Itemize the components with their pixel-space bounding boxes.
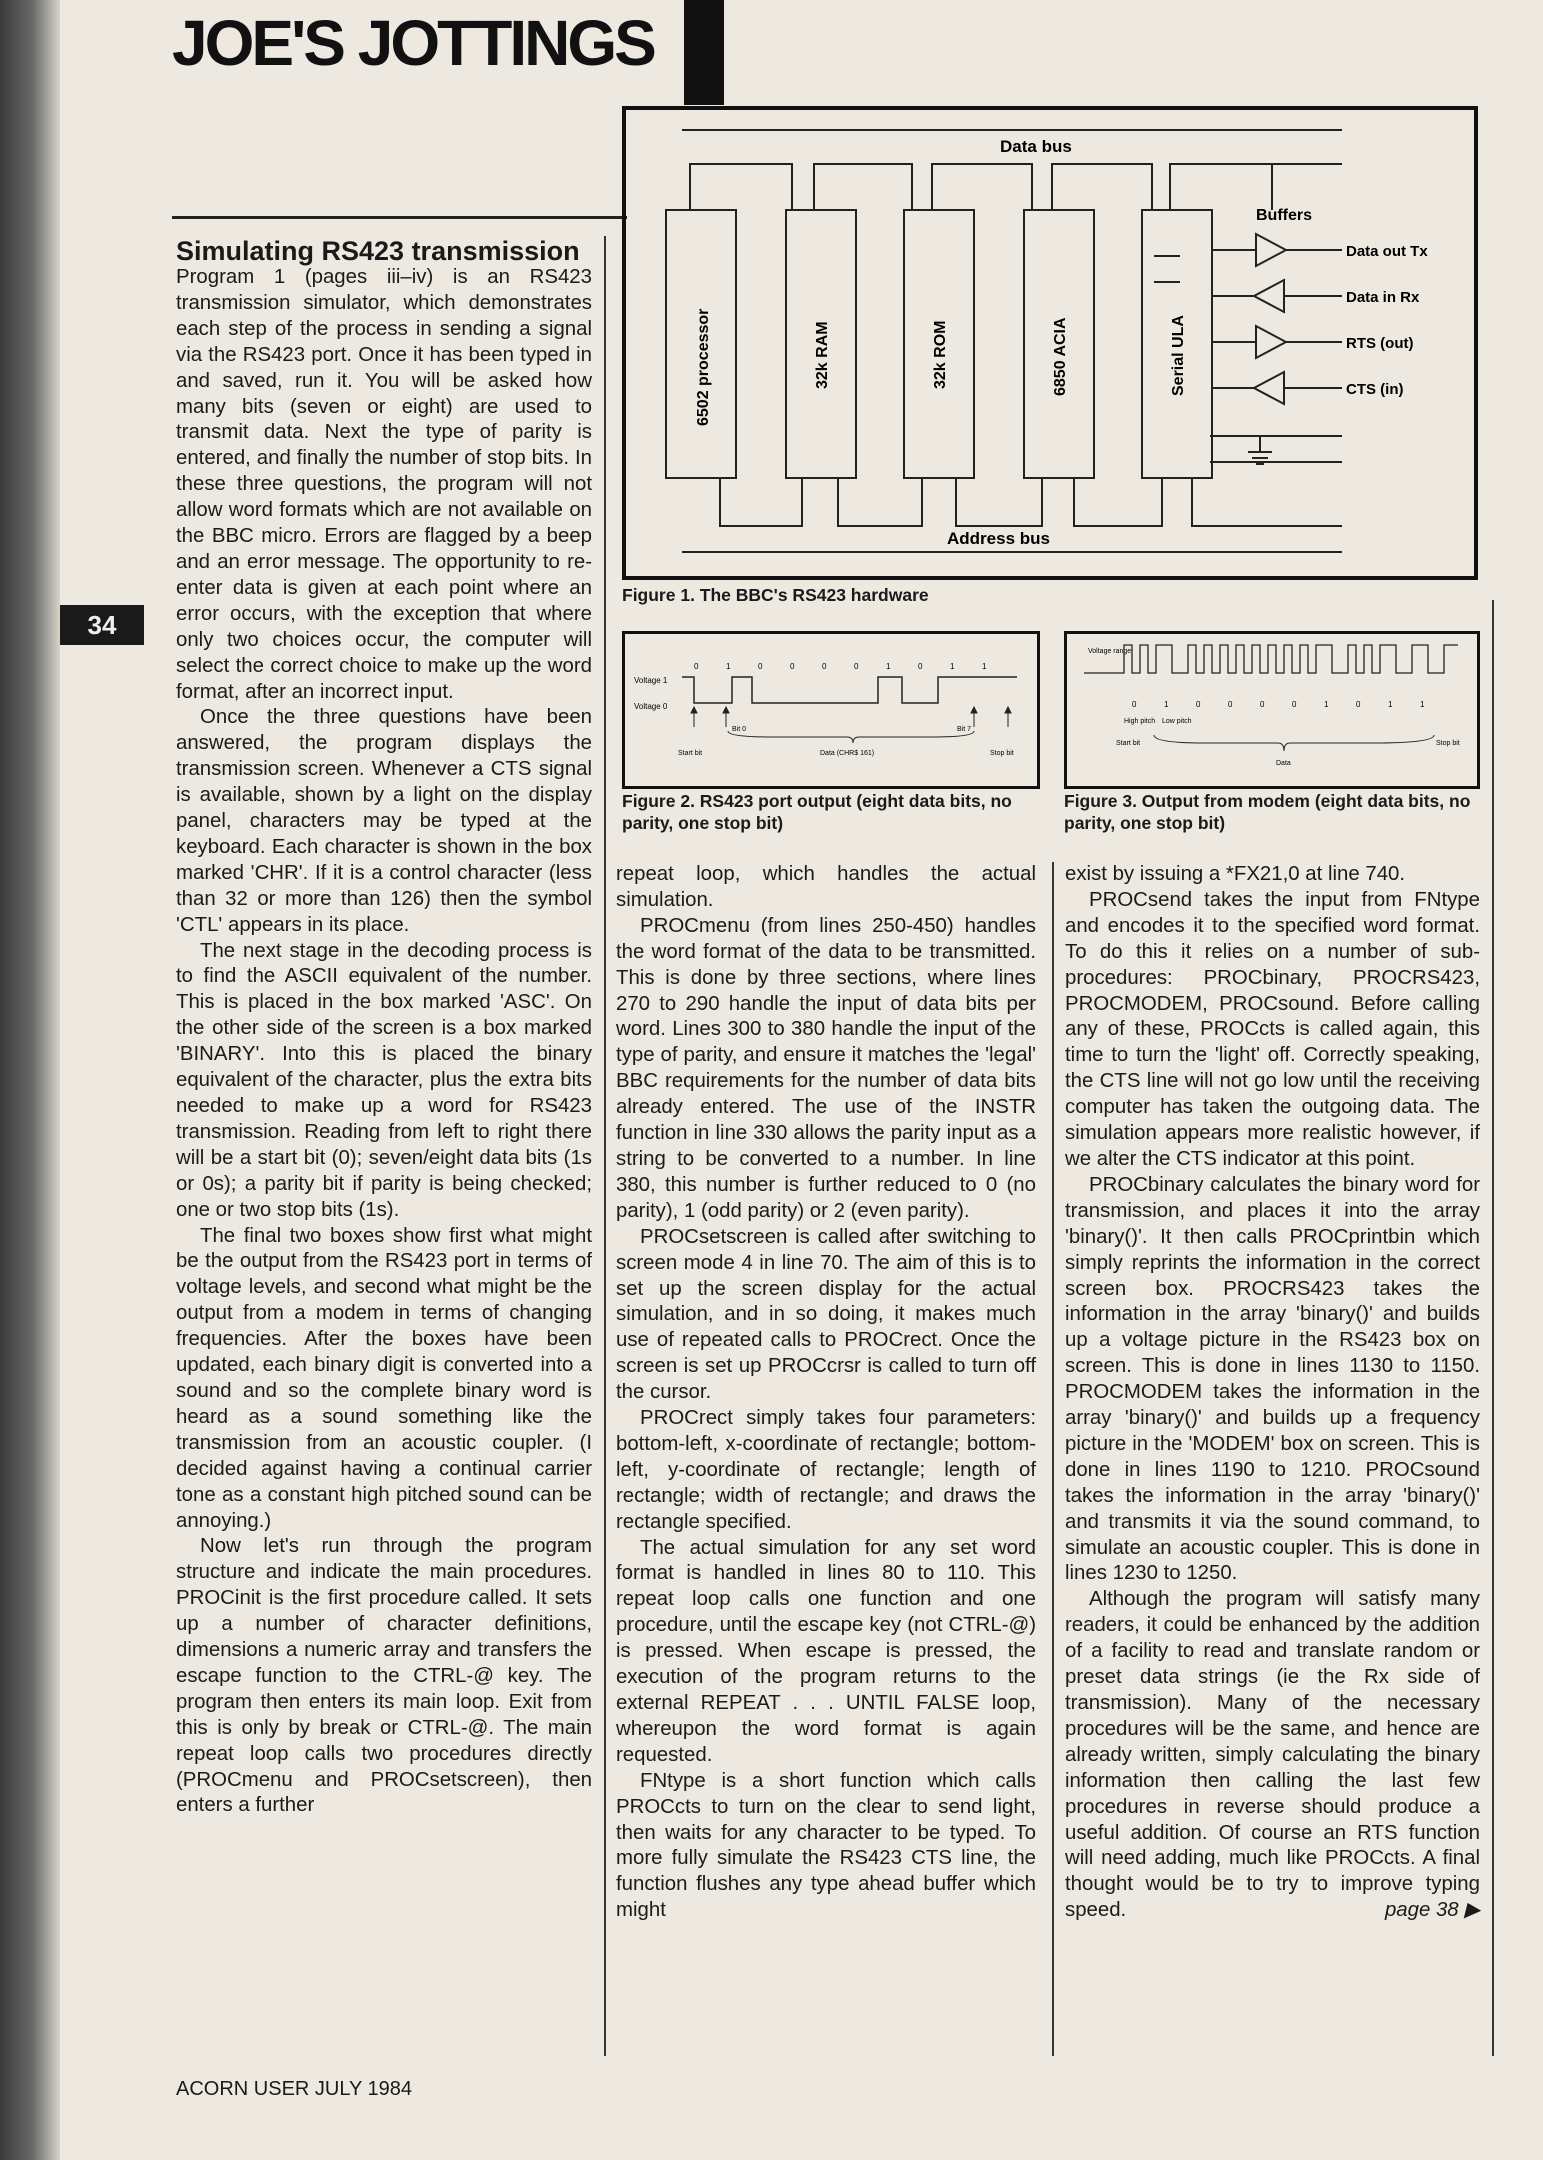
paragraph: Now let's run through the program structure and indicate the main procedures. PROCinit is the first procedure called. It sets up a number of character definitions, dimensions a numeric array and transfers the escape function to the CTRL-@ key. The program then enters its main loop. Exit from this is only by break or CTRL-@. The main repeat loop calls two procedures directly (PROCmenu and PROCsetscreen), then enters a further <box>176 1535 592 1817</box>
data-bus-label: Data bus <box>1000 137 1072 156</box>
voltage-waveform <box>682 677 1017 703</box>
chip-label: 6850 ACIA <box>1052 317 1069 396</box>
paragraph: The next stage in the decoding process is to find the ASCII equivalent of the number. This is placed in the box marked 'ASC'. On the other side of the screen is a box marked 'BINARY'. Into this is placed the binary equivalent of the character, plus the extra bits needed to make up a word for RS423 transmission. Reading from left to right there will be a start bit (0); seven/eight data bits (1s or 0s); a parity bit if parity is being checked; one or two stop bits (1s). <box>176 939 592 1221</box>
figure-3-caption: Figure 3. Output from modem (eight data bits, no parity, one stop bit) <box>1064 791 1471 833</box>
page-title: JOE'S JOTTINGS <box>172 7 654 79</box>
data-label: Data <box>1276 760 1291 767</box>
column-2 <box>616 862 1036 1924</box>
paragraph: The final two boxes show first what might be the output from the RS423 port in terms of voltage levels, and second what might be the output from a modem in terms of changing frequencies. After the boxes have been updated, each binary digit is converted into a sound and so the complete binary word is heard as a sound something like the transmission from an acoustic coupler. (I decided against having a continual carrier tone as a constant high pitched sound can be annoying.) <box>176 1224 592 1532</box>
paragraph: Although the program will satisfy many readers, it could be enhanced by the addition of a facility to read and translate random or preset data strings (ie the Rx side of transmission). Many of the necessary procedures will be the same, and hence are already written, simply calculating the binary information then calling the last few procedures in reverse should produce a useful addition. Of course an RTS function will need adding, much like PROCcts. A final thought would be to try to improve typing speed. <box>1065 1588 1480 1922</box>
voltage-range-label: Voltage range <box>1088 648 1132 655</box>
address-bus-label: Address bus <box>947 529 1050 548</box>
bit-value: 0 <box>1260 700 1265 709</box>
line-label: Data out Tx <box>1346 243 1428 260</box>
paragraph: PROCsetscreen is called after switching to screen mode 4 in line 70. The aim of this is to set up the screen display for the actual simulation, and in so doing, it makes much use of repeated calls to PROCrect. Once the screen is set up PROCcrsr is called to turn off the cursor. <box>616 1225 1036 1404</box>
data-brace <box>728 731 974 743</box>
voltage0-label: Voltage 0 <box>634 702 668 711</box>
footer-text: ACORN USER JULY 1984 <box>176 2078 413 2100</box>
figure-2-rs423-output <box>622 631 1040 789</box>
figure-2-caption: Figure 2. RS423 port output (eight data bits, no parity, one stop bit) <box>622 791 1012 833</box>
chip-label: 6502 processor <box>695 308 712 426</box>
data-brace <box>1154 735 1434 751</box>
arrows <box>691 707 1011 727</box>
bit-value: 1 <box>1164 700 1169 709</box>
bit-value: 1 <box>1324 700 1329 709</box>
frequency-waveform <box>1084 645 1458 673</box>
line-label: CTS (in) <box>1346 381 1404 398</box>
paragraph: Program 1 (pages iii–iv) is an RS423 transmission simulator, which demonstrates each step of the process in sending a signal via the RS423 port. Once it has been typed in and saved, run it. You will be asked how many bits (seven or eight) are used to transmit data. Next the type of parity is entered, and finally the number of stop bits. In these three questions, the program will not allow word formats which are not available on the BBC micro. Errors are flagged by a beep and an error message. The opportunity to re-enter data is given at each point where an error occurs, with the exception that where only two choices occur, the computer will select the correct choice to make up the word format, after an incorrect input. <box>176 266 592 703</box>
bit-value: 1 <box>726 662 731 671</box>
paragraph: PROCsend takes the input from FNtype and encodes it to the specified word format. To do this it relies on a number of sub-procedures: PROCbinary, PROCRS423, PROCMODEM, PROCsound. Before calling any of these, PROCcts is called again, this time to turn the 'light' off. Correctly speaking, the CTS line will not go low until the receiving computer has taken the outgoing data. The simulation appears more realistic however, if we alter the CTS indicator at this point. <box>1065 888 1480 1170</box>
bit-value: 0 <box>1132 700 1137 709</box>
bit7-label: Bit 7 <box>957 726 972 733</box>
paragraph: PROCmenu (from lines 250-450) handles the word format of the data to be transmitted. This is done by three sections, where lines 270 to 290 handle the input of data bits per word. Lines 300 to 380 handle the input of the type of parity, and ensure it matches the 'legal' BBC requirements for the number of data bits already entered. The use of the INSTR function in line 330 allows the parity input as a string to be converted to a number. In line 380, this number is further reduced to 0 (no parity), 1 (odd parity) or 2 (even parity). <box>616 914 1036 1222</box>
section-rule <box>172 216 627 219</box>
header-bar <box>684 0 724 105</box>
figure-3-modem-output <box>1064 631 1480 789</box>
data-label: Data (CHR$ 161) <box>820 750 875 757</box>
bit-value: 1 <box>886 662 891 671</box>
bit-values <box>694 662 987 671</box>
figure-1-hardware-diagram <box>622 106 1478 580</box>
bit-value: 0 <box>1292 700 1297 709</box>
bit-value: 0 <box>790 662 795 671</box>
voltage1-label: Voltage 1 <box>634 676 668 685</box>
paragraph: Once the three questions have been answered, the program displays the transmission screen. Whenever a CTS signal is available, shown by a light on the display panel, characters may be typed at the keyboard. Each character is shown in the box marked 'CHR'. If it is a control character (less than 32 or more than 126) then the symbol 'CTL' appears in its place. <box>176 706 592 936</box>
page-number-tab: 34 <box>60 605 144 645</box>
binding-spine <box>0 0 60 2160</box>
chip-label: 32k RAM <box>814 321 831 389</box>
continued-link[interactable]: page 38 ▶ <box>1384 1899 1480 1922</box>
figure-frame <box>624 633 1039 788</box>
bit-value: 1 <box>982 662 987 671</box>
column-3 <box>1065 862 1480 1924</box>
buffers-label: Buffers <box>1256 207 1313 224</box>
chip-blocks <box>666 210 1212 478</box>
chip-label: 32k ROM <box>932 320 949 389</box>
bit-value: 0 <box>1356 700 1361 709</box>
paragraph: FNtype is a short function which calls PROCcts to turn on the clear to send light, then waits for any character to be typed. To more fully simulate the RS423 CTS line, the function flushes any type ahead buffer which might <box>616 1769 1036 1922</box>
paragraph: The actual simulation for any set word format is handled in lines 80 to 110. This repeat loop calls one function and one procedure, until the escape key (not CTRL-@) is pressed. When escape is pressed, the execution of the program returns to the external REPEAT . . . UNTIL FALSE loop, whereupon the word format is again requested. <box>616 1536 1036 1766</box>
bit-value: 1 <box>950 662 955 671</box>
paragraph: PROCbinary calculates the binary word for transmission, and places it into the array 'binary()'. It then calls PROCprintbin which simply reprints the information in the correct screen box. PROCRS423 takes the information in the array 'binary()' and builds up a voltage picture in the RS423 box on screen. This is done in lines 1130 to 1150. PROCMODEM takes the information in the array 'binary()' and builds up a frequency picture in the 'MODEM' box on screen. This is done in lines 1190 to 1210. PROCsound takes the information in the array 'binary()' and transmits it via the sound command, to simulate an acoustic coupler. This is done in lines 1230 to 1250. <box>1065 1173 1480 1585</box>
bit-value: 0 <box>1196 700 1201 709</box>
stop-bit-label: Stop bit <box>1436 740 1460 747</box>
bit-value: 1 <box>1420 700 1425 709</box>
bit0-label: Bit 0 <box>732 726 747 733</box>
figure-1-caption: Figure 1. The BBC's RS423 hardware <box>622 585 929 605</box>
start-bit-label: Start bit <box>1116 740 1141 747</box>
bit-value: 0 <box>822 662 827 671</box>
column-divider <box>604 236 606 2056</box>
high-pitch-label: High pitch <box>1124 718 1156 725</box>
buffer-symbols <box>1212 234 1342 404</box>
bit-value: 0 <box>854 662 859 671</box>
column-divider <box>1492 600 1494 2056</box>
bit-value: 0 <box>918 662 923 671</box>
paragraph: PROCrect simply takes four parameters: bottom-left, x-coordinate of rectangle; bottom-left, y-coordinate of rectangle; length of rectangle; width of rectangle; and draws the rectangle specified. <box>616 1407 1036 1533</box>
paragraph: repeat loop, which handles the actual simulation. <box>616 863 1036 911</box>
bit-values <box>1132 700 1425 709</box>
bit-value: 1 <box>1388 700 1393 709</box>
column-divider <box>1052 862 1054 2056</box>
bit-value: 0 <box>1228 700 1233 709</box>
bit-value: 0 <box>758 662 763 671</box>
line-label: RTS (out) <box>1346 335 1414 352</box>
column-1 <box>176 238 592 1819</box>
section-heading: Simulating RS423 transmission <box>176 236 580 266</box>
bit-value: 0 <box>694 662 699 671</box>
start-bit-label: Start bit <box>678 750 703 757</box>
stop-bit-label: Stop bit <box>990 750 1014 757</box>
chip-label: Serial ULA <box>1170 315 1187 396</box>
figure-frame <box>1066 633 1479 788</box>
paragraph: exist by issuing a *FX21,0 at line 740. <box>1065 863 1406 885</box>
line-label: Data in Rx <box>1346 289 1420 306</box>
low-pitch-label: Low pitch <box>1162 718 1192 725</box>
